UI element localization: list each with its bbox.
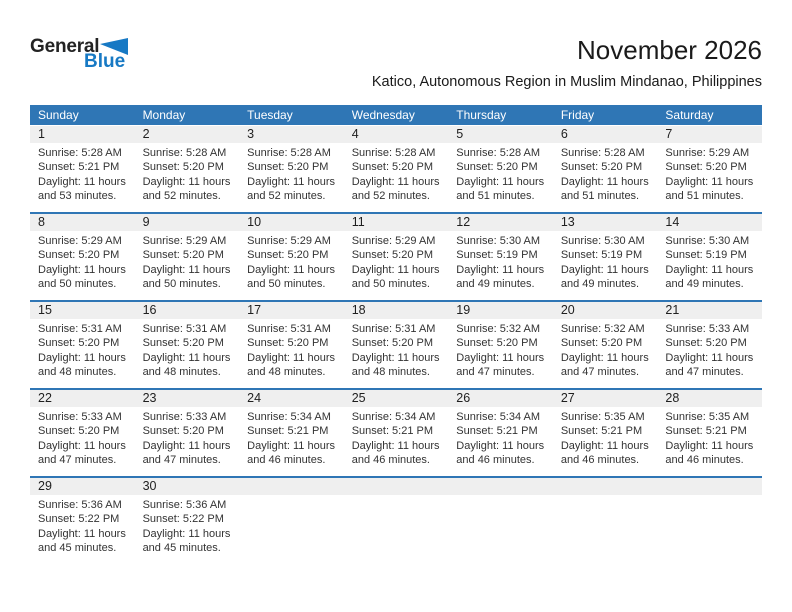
day-number-band — [30, 478, 762, 495]
sun-info-line: Daylight: 11 hours — [142, 527, 231, 540]
day-number-20: 20 — [560, 303, 575, 317]
sun-info-line: Daylight: 11 hours — [247, 263, 335, 276]
sun-info-line: Sunset: 5:20 PM — [456, 161, 538, 174]
day-details-1 — [30, 143, 135, 203]
sun-info-line: Sunset: 5:20 PM — [38, 425, 120, 438]
weekday-header-sunday: Sunday — [38, 108, 79, 122]
day-number-1: 1 — [38, 127, 45, 141]
sun-info-line: Sunset: 5:19 PM — [456, 249, 538, 262]
sun-info-line: Daylight: 11 hours — [351, 175, 440, 188]
sun-info-line: Daylight: 11 hours — [456, 439, 545, 452]
sun-info-line: Sunrise: 5:28 AM — [247, 147, 331, 159]
day-details-17 — [239, 319, 344, 379]
day-number-band — [30, 126, 762, 143]
sun-info-line: and 51 minutes. — [560, 189, 640, 202]
day-details-row — [30, 143, 762, 203]
sun-info-line: Sunrise: 5:35 AM — [665, 411, 750, 423]
weekday-header-row — [30, 105, 762, 125]
sun-info-line: and 52 minutes. — [351, 189, 430, 202]
sun-info-line: Sunset: 5:20 PM — [351, 161, 434, 174]
sun-info-line: Sunset: 5:20 PM — [247, 161, 329, 174]
day-number-8: 8 — [38, 215, 45, 229]
weekday-header-wednesday: Wednesday — [351, 108, 415, 122]
sun-info-line: Sunset: 5:20 PM — [351, 337, 434, 350]
sun-info-line: Daylight: 11 hours — [38, 263, 126, 276]
day-number-27: 27 — [560, 391, 575, 405]
sun-info-line: Daylight: 11 hours — [456, 263, 545, 276]
week-row-3 — [30, 300, 762, 388]
sun-info-line: Daylight: 11 hours — [38, 527, 126, 540]
sun-info-line: Daylight: 11 hours — [351, 439, 440, 452]
sun-info-line: Sunset: 5:21 PM — [665, 425, 747, 438]
day-number-30: 30 — [142, 479, 157, 493]
sun-info-line: Daylight: 11 hours — [456, 175, 545, 188]
day-details-row — [30, 231, 762, 291]
day-details-8 — [30, 231, 135, 291]
sun-info-line: Daylight: 11 hours — [665, 175, 754, 188]
day-number-17: 17 — [247, 303, 262, 317]
month-title: November 2026 — [577, 35, 762, 65]
day-number-band — [30, 214, 762, 231]
sun-info-line: and 45 minutes. — [142, 541, 221, 554]
logo — [30, 36, 128, 73]
sun-info-line: Sunset: 5:20 PM — [142, 425, 224, 438]
sun-info-line: Daylight: 11 hours — [142, 439, 231, 452]
sun-info-line: and 46 minutes. — [560, 453, 640, 466]
day-number-2: 2 — [142, 127, 150, 141]
empty-day-details — [657, 495, 762, 555]
sun-info-line: and 46 minutes. — [665, 453, 744, 466]
sun-info-line: and 48 minutes. — [142, 365, 221, 378]
sun-info-line: Sunrise: 5:32 AM — [456, 323, 541, 335]
day-number-16: 16 — [142, 303, 157, 317]
sun-info-line: Sunrise: 5:29 AM — [142, 235, 227, 247]
sun-info-line: and 47 minutes. — [38, 453, 117, 466]
day-details-22 — [30, 407, 135, 467]
weekday-header-friday: Friday — [560, 108, 595, 122]
sun-info-line: Sunrise: 5:28 AM — [142, 147, 227, 159]
sun-info-line: Sunrise: 5:29 AM — [38, 235, 122, 247]
sun-info-line: Sunrise: 5:29 AM — [351, 235, 436, 247]
day-details-row — [30, 319, 762, 379]
day-details-3 — [239, 143, 344, 203]
sun-info-line: Sunrise: 5:34 AM — [456, 411, 541, 423]
sun-info-line: and 47 minutes. — [142, 453, 221, 466]
sun-info-line: and 52 minutes. — [142, 189, 221, 202]
sun-info-line: and 47 minutes. — [665, 365, 744, 378]
sun-info-line: Daylight: 11 hours — [38, 175, 126, 188]
day-details-5 — [448, 143, 553, 203]
sun-info-line: and 48 minutes. — [247, 365, 326, 378]
sun-info-line: Daylight: 11 hours — [38, 439, 126, 452]
day-number-10: 10 — [247, 215, 262, 229]
empty-day-cell — [448, 478, 553, 495]
sun-info-line: Daylight: 11 hours — [142, 175, 231, 188]
day-details-26 — [448, 407, 553, 467]
sun-info-line: and 45 minutes. — [38, 541, 117, 554]
day-number-band — [30, 390, 762, 407]
sun-info-line: Sunrise: 5:31 AM — [38, 323, 122, 335]
empty-day-cell — [239, 478, 344, 495]
day-details-27 — [553, 407, 658, 467]
day-number-18: 18 — [351, 303, 366, 317]
sun-info-line: Sunrise: 5:30 AM — [456, 235, 541, 247]
empty-day-details — [553, 495, 658, 555]
week-row-5 — [30, 476, 762, 564]
sun-info-line: Sunrise: 5:36 AM — [38, 499, 122, 511]
day-details-15 — [30, 319, 135, 379]
day-details-24 — [239, 407, 344, 467]
sun-info-line: Daylight: 11 hours — [142, 351, 231, 364]
day-details-13 — [553, 231, 658, 291]
sun-info-line: and 46 minutes. — [351, 453, 430, 466]
sun-info-line: Sunrise: 5:33 AM — [142, 411, 227, 423]
day-number-11: 11 — [351, 215, 365, 229]
sun-info-line: Daylight: 11 hours — [247, 439, 335, 452]
day-details-29 — [30, 495, 135, 555]
day-number-band — [30, 302, 762, 319]
day-details-18 — [344, 319, 449, 379]
sun-info-line: Sunset: 5:19 PM — [560, 249, 643, 262]
sun-info-line: Sunrise: 5:34 AM — [247, 411, 331, 423]
sun-info-line: and 47 minutes. — [560, 365, 640, 378]
sun-info-line: Sunrise: 5:35 AM — [560, 411, 645, 423]
sun-info-line: Daylight: 11 hours — [560, 351, 649, 364]
day-details-25 — [344, 407, 449, 467]
sun-info-line: and 49 minutes. — [456, 277, 535, 290]
sun-info-line: Sunset: 5:20 PM — [351, 249, 434, 262]
day-details-14 — [657, 231, 762, 291]
empty-day-cell — [657, 478, 762, 495]
sun-info-line: Sunset: 5:21 PM — [456, 425, 538, 438]
sun-info-line: Sunset: 5:21 PM — [38, 161, 120, 174]
sun-info-line: and 46 minutes. — [247, 453, 326, 466]
day-number-13: 13 — [560, 215, 575, 229]
sun-info-line: Sunrise: 5:33 AM — [38, 411, 122, 423]
sun-info-line: Daylight: 11 hours — [456, 351, 545, 364]
sun-info-line: Sunset: 5:21 PM — [560, 425, 643, 438]
sun-info-line: Daylight: 11 hours — [351, 351, 440, 364]
day-details-30 — [135, 495, 240, 555]
sun-info-line: and 52 minutes. — [247, 189, 326, 202]
day-number-12: 12 — [456, 215, 471, 229]
sun-info-line: Sunset: 5:20 PM — [560, 337, 643, 350]
sun-info-line: and 50 minutes. — [351, 277, 430, 290]
day-details-9 — [135, 231, 240, 291]
sun-info-line: and 48 minutes. — [351, 365, 430, 378]
day-number-29: 29 — [38, 479, 52, 493]
day-details-23 — [135, 407, 240, 467]
sun-info-line: Sunset: 5:21 PM — [247, 425, 329, 438]
day-number-14: 14 — [665, 215, 680, 229]
sun-info-line: Sunrise: 5:36 AM — [142, 499, 227, 511]
sun-info-line: and 48 minutes. — [38, 365, 117, 378]
sun-info-line: Sunrise: 5:33 AM — [665, 323, 750, 335]
sun-info-line: Daylight: 11 hours — [247, 175, 335, 188]
sun-info-line: Sunrise: 5:29 AM — [247, 235, 331, 247]
sun-info-line: Sunset: 5:20 PM — [665, 337, 747, 350]
day-details-11 — [344, 231, 449, 291]
sun-info-line: Daylight: 11 hours — [665, 351, 754, 364]
sun-info-line: Sunset: 5:20 PM — [142, 249, 224, 262]
logo-text-general: General — [30, 36, 100, 57]
sun-info-line: Sunset: 5:20 PM — [38, 249, 120, 262]
day-number-28: 28 — [665, 391, 680, 405]
day-details-16 — [135, 319, 240, 379]
sun-info-line: Daylight: 11 hours — [351, 263, 440, 276]
day-details-row — [30, 407, 762, 467]
sun-info-line: Sunrise: 5:28 AM — [560, 147, 645, 159]
weekday-header-monday: Monday — [142, 108, 186, 122]
empty-day-cell — [553, 478, 658, 495]
day-details-19 — [448, 319, 553, 379]
week-row-4 — [30, 388, 762, 476]
sun-info-line: Sunrise: 5:31 AM — [351, 323, 436, 335]
day-details-20 — [553, 319, 658, 379]
day-number-22: 22 — [38, 391, 52, 405]
sun-info-line: Sunrise: 5:28 AM — [38, 147, 122, 159]
sun-info-line: Sunset: 5:20 PM — [247, 337, 329, 350]
sun-info-line: Sunset: 5:21 PM — [351, 425, 434, 438]
sun-info-line: Sunset: 5:19 PM — [665, 249, 747, 262]
sun-info-line: and 53 minutes. — [38, 189, 117, 202]
sun-info-line: Sunset: 5:20 PM — [142, 337, 224, 350]
day-number-3: 3 — [247, 127, 255, 141]
sun-info-line: Daylight: 11 hours — [665, 263, 754, 276]
week-row-2 — [30, 212, 762, 300]
sun-info-line: Sunset: 5:20 PM — [142, 161, 224, 174]
weekday-header-saturday: Saturday — [665, 108, 714, 122]
sun-info-line: Sunset: 5:22 PM — [38, 513, 120, 526]
sun-info-line: Sunrise: 5:31 AM — [247, 323, 331, 335]
weekday-header-tuesday: Tuesday — [247, 108, 293, 122]
sun-info-line: Sunrise: 5:28 AM — [351, 147, 436, 159]
day-number-9: 9 — [142, 215, 150, 229]
sun-info-line: Sunrise: 5:30 AM — [665, 235, 750, 247]
sun-info-line: Sunset: 5:20 PM — [665, 161, 747, 174]
day-details-2 — [135, 143, 240, 203]
sun-info-line: Sunrise: 5:34 AM — [351, 411, 436, 423]
sun-info-line: and 50 minutes. — [142, 277, 221, 290]
day-number-4: 4 — [351, 127, 359, 141]
sun-info-line: and 50 minutes. — [38, 277, 117, 290]
day-details-21 — [657, 319, 762, 379]
sun-info-line: Daylight: 11 hours — [142, 263, 231, 276]
sun-info-line: and 50 minutes. — [247, 277, 326, 290]
header-titles — [372, 36, 762, 90]
sun-info-line: Sunrise: 5:32 AM — [560, 323, 645, 335]
empty-day-cell — [344, 478, 449, 495]
day-number-19: 19 — [456, 303, 471, 317]
sun-info-line: and 51 minutes. — [456, 189, 535, 202]
location-subtitle: Katico, Autonomous Region in Muslim Mindanao, Philippines — [371, 73, 762, 90]
sun-info-line: Sunrise: 5:28 AM — [456, 147, 541, 159]
sun-info-line: Sunrise: 5:30 AM — [560, 235, 645, 247]
day-number-21: 21 — [665, 303, 680, 317]
calendar-weeks — [30, 126, 762, 564]
sun-info-line: Sunset: 5:20 PM — [560, 161, 643, 174]
calendar-table — [30, 105, 762, 564]
sun-info-line: and 51 minutes. — [665, 189, 744, 202]
day-details-12 — [448, 231, 553, 291]
day-details-6 — [553, 143, 658, 203]
day-details-4 — [344, 143, 449, 203]
day-number-7: 7 — [665, 127, 673, 141]
sun-info-line: Sunset: 5:20 PM — [456, 337, 538, 350]
day-number-5: 5 — [456, 127, 464, 141]
sun-info-line: and 49 minutes. — [560, 277, 640, 290]
day-number-15: 15 — [38, 303, 52, 317]
sun-info-line: Daylight: 11 hours — [560, 263, 649, 276]
day-details-28 — [657, 407, 762, 467]
empty-day-details — [239, 495, 344, 555]
day-number-24: 24 — [247, 391, 262, 405]
sun-info-line: Daylight: 11 hours — [665, 439, 754, 452]
empty-day-details — [344, 495, 449, 555]
sun-info-line: Daylight: 11 hours — [38, 351, 126, 364]
logo-text-blue: Blue — [84, 51, 126, 72]
day-number-23: 23 — [142, 391, 157, 405]
day-details-7 — [657, 143, 762, 203]
day-number-26: 26 — [456, 391, 471, 405]
week-row-1 — [30, 126, 762, 212]
sun-info-line: and 49 minutes. — [665, 277, 744, 290]
sun-info-line: and 46 minutes. — [456, 453, 535, 466]
day-number-6: 6 — [560, 127, 568, 141]
day-details-row — [30, 495, 762, 555]
weekday-header-thursday: Thursday — [456, 108, 507, 122]
sun-info-line: Daylight: 11 hours — [560, 175, 649, 188]
sun-info-line: Sunset: 5:22 PM — [142, 513, 224, 526]
sun-info-line: Sunrise: 5:29 AM — [665, 147, 750, 159]
sun-info-line: Sunset: 5:20 PM — [38, 337, 120, 350]
day-number-25: 25 — [351, 391, 366, 405]
sun-info-line: Sunrise: 5:31 AM — [142, 323, 227, 335]
sun-info-line: Daylight: 11 hours — [560, 439, 649, 452]
sun-info-line: Daylight: 11 hours — [247, 351, 335, 364]
sun-info-line: Sunset: 5:20 PM — [247, 249, 329, 262]
empty-day-details — [448, 495, 553, 555]
day-details-10 — [239, 231, 344, 291]
sun-info-line: and 47 minutes. — [456, 365, 535, 378]
